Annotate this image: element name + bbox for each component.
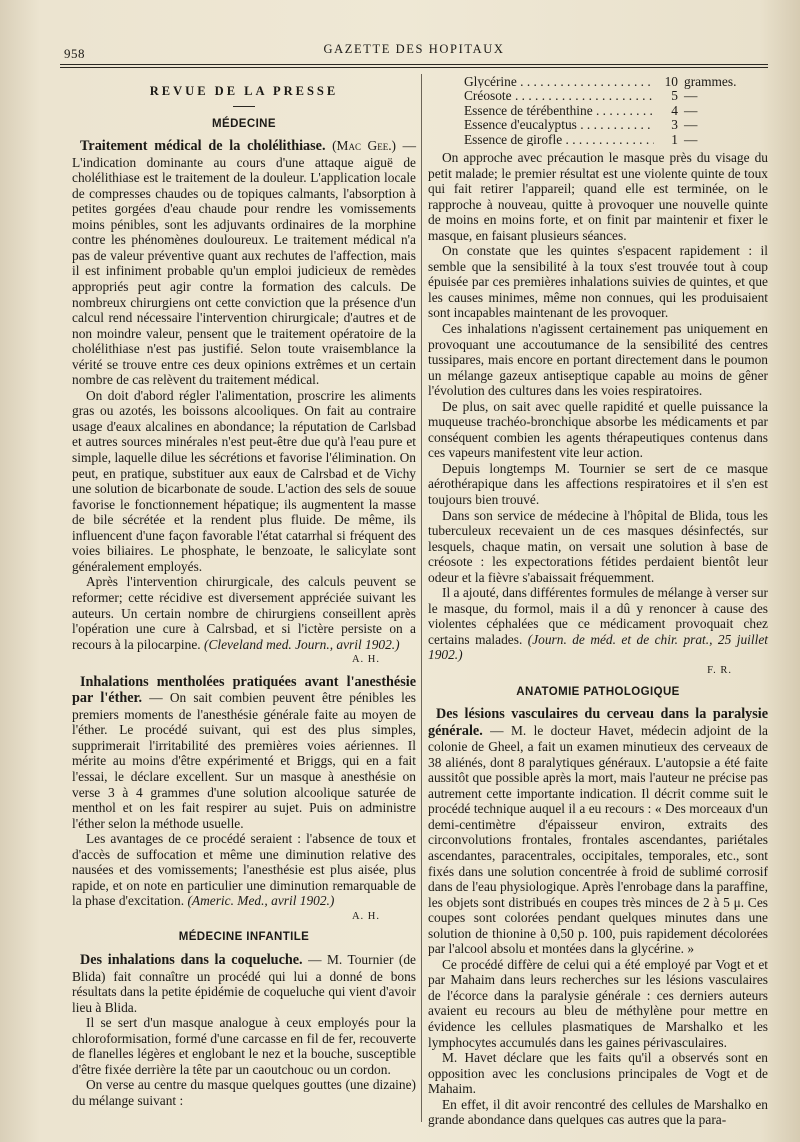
paragraph-text: On approche avec précaution le masque près du visage du petit malade; le premier résultat est une violente quinte de toux qui fait retirer l'appareil; quand elle est terminée, on le rapproche à nouveau, quitte à provoquer une nouvelle quinte de moins en moins forte, et on finit par maintenir et fixer le masque, en faisant plusieurs séances. (428, 149, 768, 243)
paragraph-with-reference (72, 831, 416, 909)
paragraph-with-reference (428, 585, 768, 663)
ingredient-name: Essence d'eucalyptus . . . (464, 117, 654, 131)
citation: (Americ. Med., avril 1902.) (187, 893, 335, 909)
ingredient-qty: 4 (671, 102, 678, 118)
article-author: (Mac Gee.) — (332, 138, 416, 154)
paragraph-text: Ces inhalations n'agissent certainement pas uniquement en provoquant une accoutumance de la sensibilité des centres tussipares, mais encore en portant directement dans le poumon un mélange gazeux antiseptique capable au moins de gêner l'évolution des cultures dans les voies respiratoires. (428, 320, 768, 399)
ingredient-name: Essence de térébenthine . . . (464, 103, 654, 117)
ingredient-qty: 3 (671, 117, 678, 133)
citation: (Journ. de méd. et de chir. prat., 25 juillet 1902.) (428, 631, 768, 663)
article-title-inhalations: Inhalations mentholées pratiquées avant l'anesthésie par l'éther. (72, 673, 416, 707)
paragraph-text: En effet, il dit avoir rencontré des cellules de Marshalko en grande abondance dans quelques cas autres que la para- (428, 1096, 768, 1128)
paragraph-text: Après l'intervention chirurgicale, des calculs peuvent se reformer; cette récidive est diversement appréciée suivant les auteurs. Un certain nombre de chirurgiens conseillent après l'opération une cure à Calrsbad, et si l'ictère persiste on a recours à la pilocarpine. (72, 574, 416, 652)
paragraph-text: On doit d'abord régler l'alimentation, proscrire les aliments gras ou azotés, les boissons alcooliques. On fait au contraire usage d'eaux alcalines en abondance; la réputation de Carlsbad et autres sources minérales n'est peut-être due qu'à l'eau pure et simple, laquelle dilue les sécrétions et favorise l'élimination. On peut, en pratique, substituer aux eaux de Calrsbad et de Vichy une solution de bicarbonate de soude. L'action des sels de souue favorise le fonctionnement hépatique; ils augmentent la masse de bile sécrétée et la rendent plus fluide. De même, ils influencent d'une façon favorable l'état catarrhal si fréquent des voies biliaires. Le phosphate, le benzoate, le salicylate sont généralement employés. (72, 387, 416, 574)
paragraph-text: — M. le docteur Havet, médecin adjoint de la colonie de Gheel, a fait un examen minutieux des cerveaux de 38 aliénés, dont 8 paralytiques généraux. L'autopsie a été faite aussitôt que possible après la mort, mais l'auteur ne précise pas autrement cette importante indication. Il décrit comme suit le procédé technique auquel il a eu recours : « Des morceaux d'un demi-centimètre d'épaisseur environ, extraits des circonvolutions frontales, frontales ascendantes, pariétales ascendantes, paracentrales, occipitales, temporales, etc., sont fixés dans une solution concentrée à froid de sublimé corrosif dans de l'eau physiologique. Après l'enrobage dans la paraffine, les objets sont distribués en coupes très minces de 2 à 5 μ. Ces coupes sont colorées pendant quelques minutes dans une solution de thionine à 0,50 p. 100, puis rapidement décolorées par l'alcool absolu et montées dans la glycérine. » (428, 722, 768, 957)
section-rule (233, 106, 255, 107)
ingredient-name: Essence de girofle . . . (464, 132, 654, 146)
paragraph-text: — M. Tournier (de Blida) fait connaître un procédé qui lui a donné de bons résultats dans la petite épidémie de coqueluche qui vient d'avoir lieu à Blida. (72, 951, 416, 1015)
column-divider (421, 74, 422, 1122)
paragraph-with-reference (72, 574, 416, 652)
right-column (428, 74, 768, 1126)
ingredient-qty: 10 (664, 74, 678, 89)
ingredient-qty: 5 (671, 88, 678, 104)
paragraph-text: Il a ajouté, dans différentes formules de mélange à verser sur le masque, du formol, mais il a dû y renoncer à cause des violentes céphalées que ce médicament provoquait chez certains malades. (428, 585, 768, 647)
ingredient-unit: — (684, 117, 698, 133)
subsection-medecine-infantile: MÉDECINE INFANTILE (178, 931, 310, 944)
author-signature: A. H. (351, 654, 380, 666)
recipe-row (464, 88, 768, 102)
paragraph-text: L'indication dominante au cours d'une attaque aiguë de cholélithiase est le traitement de la douleur. L'application locale de compresses chaudes ou de topiques calmants, l'absorption à petites gorgées d'eau chaude pour rendre les vomissements moins pénibles, sont les adjuvants ordinaires de la morphine contre les phénomènes douloureux. Le traitement médical n'a pas de valeur préventive quant aux rechutes de l'affection, mais il est infiniment probable qu'un emploi judicieux de remèdes appropriés peut agir contre la formation des calculs. De nombreux chirurgiens ont cette conviction que la présence d'un calcul rend nécessaire l'intervention chirurgicale; d'autres et de non moindre valeur, pensent que le traitement opératoire de la cholélithiase n'est pas justifié. Selon toute vraisemblance la vérité se trouve entre ces deux opinions extrêmes et un certain nombre de cas relèvent du traitement médical. (72, 154, 416, 388)
recipe-row (464, 117, 768, 131)
article-title-cholelithiase: Traitement médical de la cholélithiase. (80, 138, 326, 155)
paragraph-text: Ce procédé diffère de celui qui a été employé par Vogt et et par Mahaim dans leurs recherches sur les lésions vasculaires de l'écorce dans la paralysie générale : ces derniers auteurs avaient eu recours au bleu de méthylène pour mettre en évidence les cellules plasmatiques de Marshalko et les lymphocytes accumulés dans les gaines périvasculaires. (428, 956, 768, 1050)
journal-title: GAZETTE DES HOPITAUX (323, 42, 505, 56)
ingredient-name: Glycérine . . . (464, 74, 654, 88)
ingredient-unit: — (684, 131, 698, 147)
article-lesions-intro (428, 706, 768, 957)
author-signature: F. R. (707, 665, 732, 676)
header-rule (60, 64, 768, 68)
ingredient-unit: — (684, 102, 698, 118)
recipe-row (464, 132, 768, 146)
article-title-coqueluche: Des inhalations dans la coqueluche. (80, 951, 303, 968)
recipe-list (464, 74, 768, 146)
paragraph-text: Il se sert d'un masque analogue à ceux employés pour la chloroformisation, formé d'une carcasse en fil de fer, recouverte de flanelles légères et englobant le nez et la bouche, susceptible d'être fixée derrière la tête par un caoutchouc ou un cordon. (72, 1015, 416, 1077)
paragraph-text: On verse au centre du masque quelques gouttes (une dizaine) du mélange suivant : (72, 1077, 416, 1108)
page-header (60, 40, 768, 64)
paragraph-text: On constate que les quintes s'espacent rapidement : il semble que la sensibilité à la toux s'est trouvée tout à coup épuisée par ces premières inhalations suivies de quintes, et que les causes minimes, même non connues, qui les produisaient sont incapables maintenant de les provoquer. (428, 243, 768, 321)
ingredient-qty: 1 (671, 131, 678, 147)
paragraph-text: M. Havet déclare que les faits qu'il a observés sont en opposition avec les conclusions principales de Vogt et de Mahaim. (428, 1050, 768, 1097)
section-title: REVUE DE LA PRESSE (149, 84, 339, 98)
paragraph-text: Les avantages de ce procédé seraient : l'absence de toux et d'accès de suffocation et même une diminution relative des nausées et des vomissements; l'anesthésie est plus aisée, plus rapide, et on note en particulier une diminution remarquable de la phase d'excitation. (72, 831, 416, 909)
article-title-lesions: Des lésions vasculaires du cerveau dans la paralysie générale. (428, 706, 768, 739)
paragraph-text: Dans son service de médecine à l'hôpital de Blida, tous les tuberculeux recevaient un de ces masques désinfectés, sur lesquels, chaque matin, on versait une solution à base de créosote : les expectorations fétides perdaient bientôt leur odeur et la fièvre s'abaissait fréquemment. (428, 507, 768, 585)
author-signature: A. H. (351, 910, 380, 922)
paragraph-text: Depuis longtemps M. Tournier se sert de ce masque aérothérapique dans les affections respiratoires et il s'en est toujours bien trouvé. (428, 460, 768, 507)
left-column (72, 74, 416, 1126)
subsection-anatomie-pathologique: ANATOMIE PATHOLOGIQUE (516, 685, 680, 698)
article-cholelithiase-intro (72, 138, 416, 388)
recipe-row (464, 103, 768, 117)
recipe-row (464, 74, 768, 88)
article-coqueluche-intro (72, 952, 416, 1015)
article-inhalations-intro (72, 674, 416, 831)
ingredient-name: Créosote . . . (464, 88, 654, 102)
subsection-medecine: MÉDECINE (212, 117, 276, 130)
ingredient-unit: grammes. (684, 74, 737, 89)
paragraph-text: — On sait combien peuvent être pénibles les premiers moments de l'anesthésie générale faite au moyen de l'éther. Le procédé suivant, qui est des plus simples, supprimerait l'irritabilité des premières voies aériennes. Il mérite au moins d'être expérimenté et Briggs, qui en a fait l'essai, le déclare excellent. Sur un masque à anesthésie on verse 3 à 4 grammes d'une solution alcoolique saturée de menthol et on les fait respirer au sujet. Puis on administre l'éther selon la méthode usuelle. (72, 690, 416, 831)
citation: (Cleveland med. Journ., avril 1902.) (204, 636, 400, 652)
ingredient-unit: — (684, 88, 698, 104)
page-number: 958 (64, 46, 85, 61)
paragraph-text: De plus, on sait avec quelle rapidité et quelle puissance la muqueuse trachéo-bronchique absorbe les médicaments et par conséquent combien les agents thérapeutiques contenus dans ces vapeurs manifestent vite leur action. (428, 398, 768, 461)
